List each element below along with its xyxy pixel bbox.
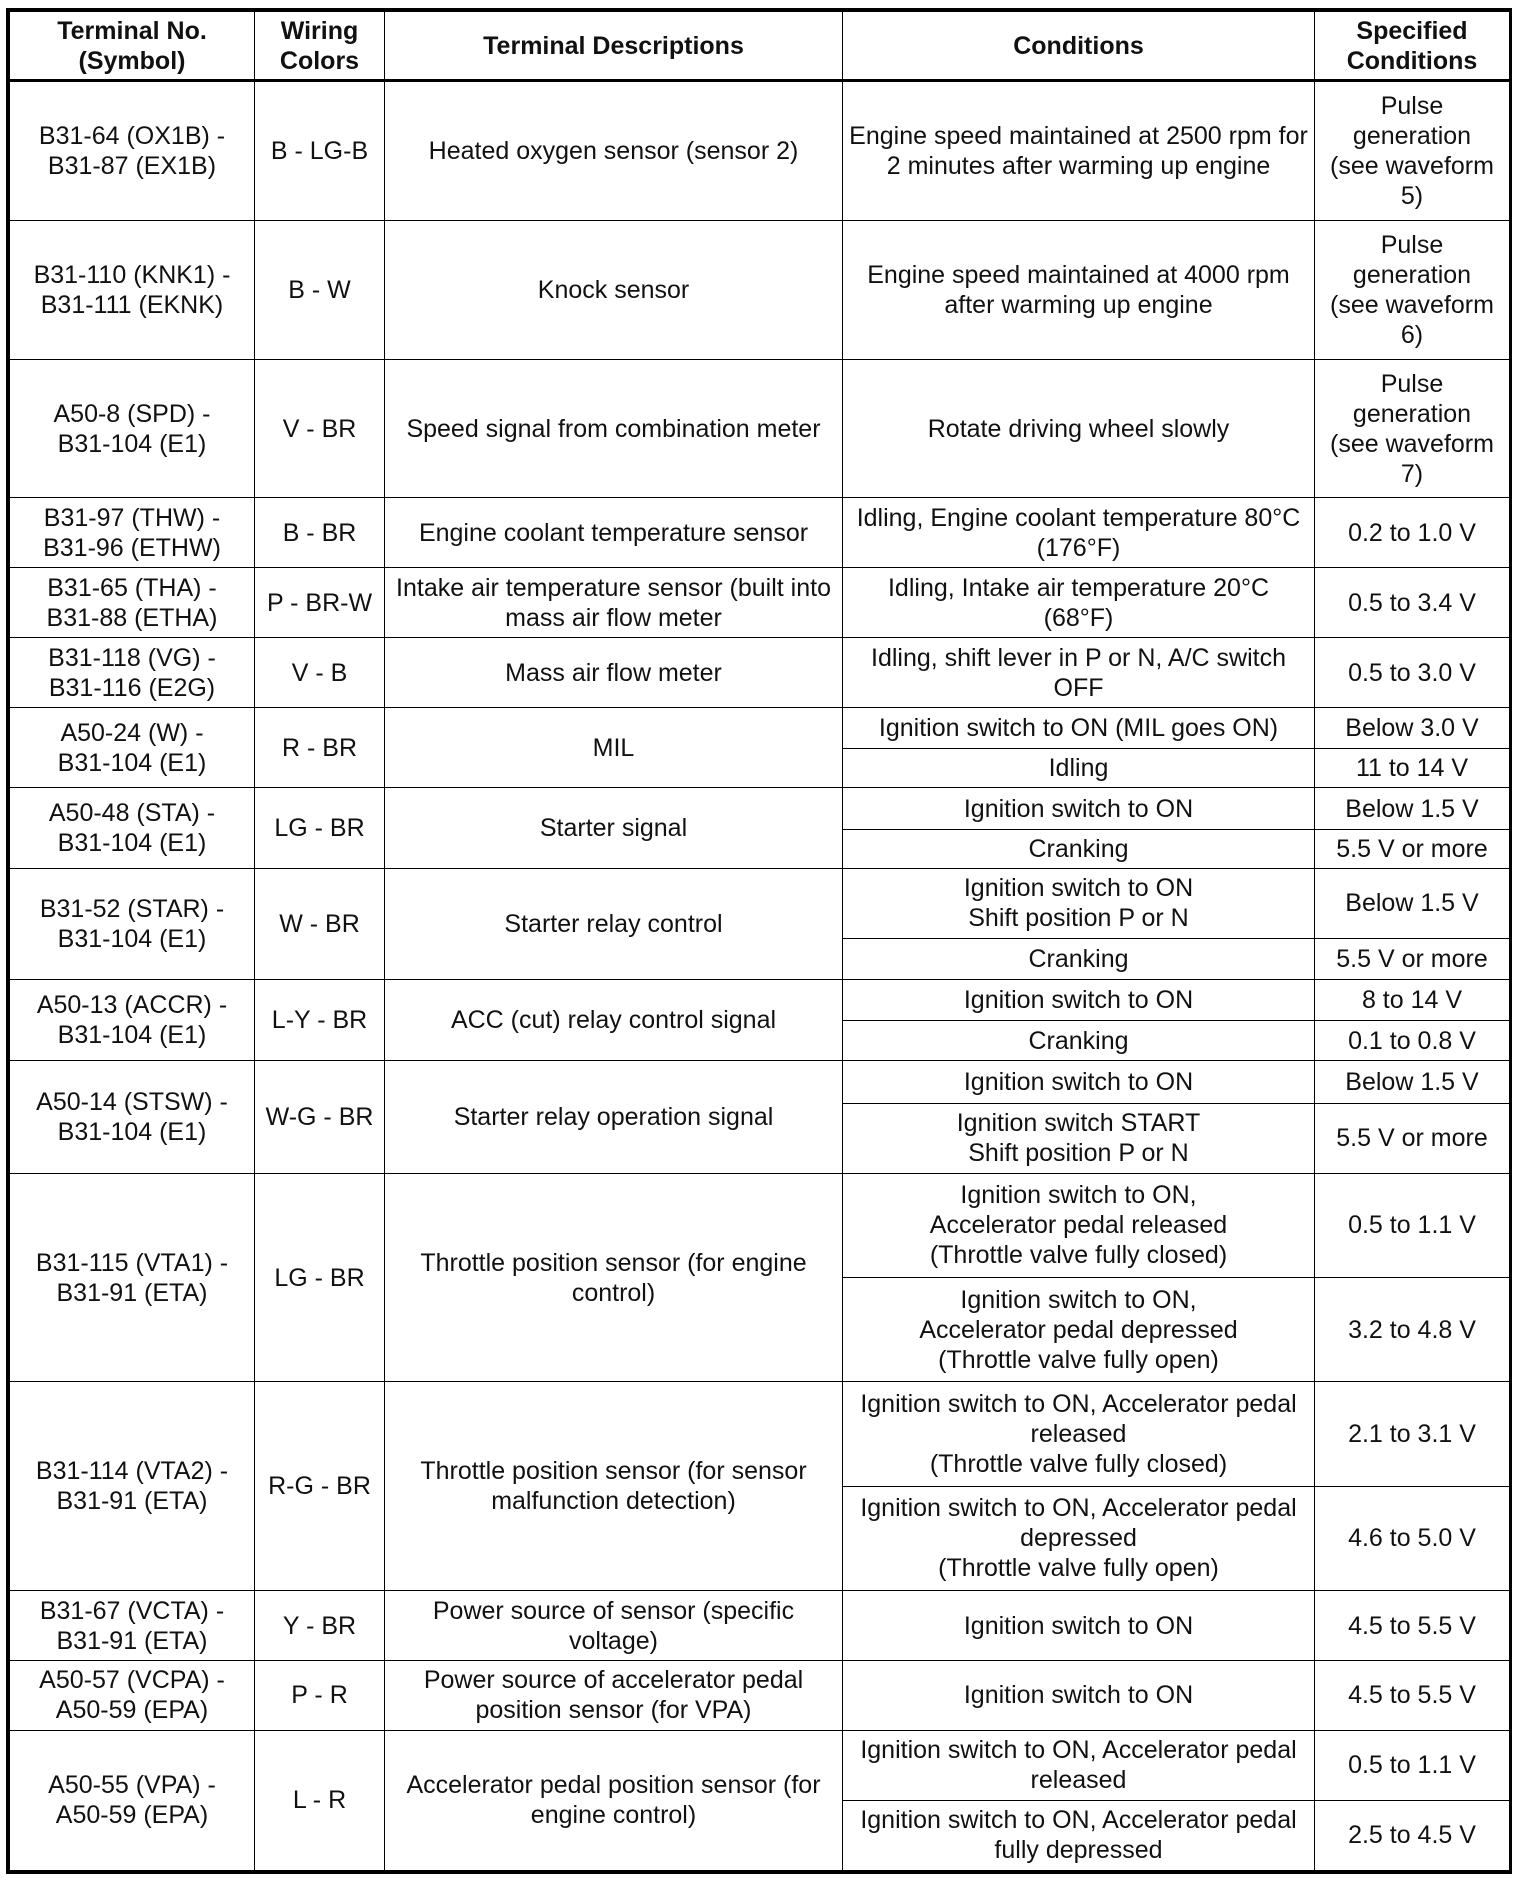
- terminal-cell: B31-115 (VTA1) - B31-91 (ETA): [10, 1173, 255, 1382]
- wiring-color-cell: P - BR-W: [255, 568, 385, 638]
- table-row: [10, 220, 1510, 359]
- terminal-cell: B31-65 (THA) - B31-88 (ETHA): [10, 568, 255, 638]
- terminal-cell: B31-64 (OX1B) - B31-87 (EX1B): [10, 81, 255, 221]
- condition-cell: Ignition switch to ON: [843, 979, 1315, 1020]
- table-row: [10, 1591, 1510, 1661]
- condition-cell: Idling, Intake air temperature 20°C (68°F): [843, 568, 1315, 638]
- terminal-cell: A50-48 (STA) - B31-104 (E1): [10, 788, 255, 868]
- table-row: [10, 81, 1510, 221]
- wiring-color-cell: Y - BR: [255, 1591, 385, 1661]
- specified-condition-cell: Below 1.5 V: [1315, 868, 1510, 938]
- condition-cell: Ignition switch to ON (MIL goes ON): [843, 708, 1315, 749]
- wiring-color-cell: B - BR: [255, 498, 385, 568]
- description-cell: Speed signal from combination meter: [385, 359, 843, 498]
- table-row: [10, 708, 1510, 749]
- condition-cell: Ignition switch START Shift position P or N: [843, 1103, 1315, 1173]
- specified-condition-cell: Below 1.5 V: [1315, 1061, 1510, 1103]
- specified-condition-cell: 5.5 V or more: [1315, 829, 1510, 868]
- condition-cell: Cranking: [843, 938, 1315, 979]
- specified-condition-cell: 0.5 to 1.1 V: [1315, 1730, 1510, 1800]
- table-row: [10, 788, 1510, 829]
- terminal-cell: A50-13 (ACCR) - B31-104 (E1): [10, 979, 255, 1060]
- table-row: [10, 868, 1510, 938]
- wiring-color-cell: L-Y - BR: [255, 979, 385, 1060]
- table-row: [10, 1061, 1510, 1103]
- wiring-color-cell: W-G - BR: [255, 1061, 385, 1173]
- terminal-cell: B31-52 (STAR) - B31-104 (E1): [10, 868, 255, 979]
- description-cell: Intake air temperature sensor (built into mass air flow meter: [385, 568, 843, 638]
- specified-condition-cell: 0.2 to 1.0 V: [1315, 498, 1510, 568]
- description-cell: Starter relay operation signal: [385, 1061, 843, 1173]
- header-conditions: Conditions: [843, 12, 1315, 81]
- condition-cell: Idling, shift lever in P or N, A/C switch OFF: [843, 638, 1315, 708]
- header-specified: Specified Conditions: [1315, 12, 1510, 81]
- terminal-cell: A50-55 (VPA) - A50-59 (EPA): [10, 1730, 255, 1870]
- terminal-cell: B31-118 (VG) - B31-116 (E2G): [10, 638, 255, 708]
- header-description: Terminal Descriptions: [385, 12, 843, 81]
- specified-condition-cell: 3.2 to 4.8 V: [1315, 1278, 1510, 1382]
- condition-cell: Engine speed maintained at 2500 rpm for 2 minutes after warming up engine: [843, 81, 1315, 221]
- condition-cell: Cranking: [843, 829, 1315, 868]
- condition-cell: Engine speed maintained at 4000 rpm after warming up engine: [843, 220, 1315, 359]
- condition-cell: Ignition switch to ON, Accelerator pedal depressed (Throttle valve fully open): [843, 1278, 1315, 1382]
- specified-condition-cell: 0.1 to 0.8 V: [1315, 1021, 1510, 1061]
- wiring-color-cell: V - B: [255, 638, 385, 708]
- condition-cell: Idling: [843, 749, 1315, 788]
- specified-condition-cell: 5.5 V or more: [1315, 1103, 1510, 1173]
- specified-condition-cell: 0.5 to 3.4 V: [1315, 568, 1510, 638]
- description-cell: Knock sensor: [385, 220, 843, 359]
- specified-condition-cell: Pulse generation (see waveform 6): [1315, 220, 1510, 359]
- specified-condition-cell: Pulse generation (see waveform 5): [1315, 81, 1510, 221]
- condition-cell: Rotate driving wheel slowly: [843, 359, 1315, 498]
- specified-condition-cell: 0.5 to 3.0 V: [1315, 638, 1510, 708]
- description-cell: Starter relay control: [385, 868, 843, 979]
- table-row: [10, 498, 1510, 568]
- header-terminal: Terminal No. (Symbol): [10, 12, 255, 81]
- description-cell: Heated oxygen sensor (sensor 2): [385, 81, 843, 221]
- specified-condition-cell: 4.5 to 5.5 V: [1315, 1591, 1510, 1661]
- wiring-color-cell: LG - BR: [255, 788, 385, 868]
- specified-condition-cell: Below 1.5 V: [1315, 788, 1510, 829]
- description-cell: Power source of sensor (specific voltage): [385, 1591, 843, 1661]
- table-row: [10, 1382, 1510, 1486]
- description-cell: MIL: [385, 708, 843, 788]
- terminal-cell: A50-8 (SPD) - B31-104 (E1): [10, 359, 255, 498]
- wiring-color-cell: R-G - BR: [255, 1382, 385, 1591]
- condition-cell: Ignition switch to ON: [843, 1061, 1315, 1103]
- wiring-color-cell: L - R: [255, 1730, 385, 1870]
- table-body: [10, 81, 1510, 1871]
- table-row: [10, 359, 1510, 498]
- table-row: [10, 568, 1510, 638]
- specified-condition-cell: 5.5 V or more: [1315, 938, 1510, 979]
- description-cell: Mass air flow meter: [385, 638, 843, 708]
- description-cell: Throttle position sensor (for engine control): [385, 1173, 843, 1382]
- specified-condition-cell: 8 to 14 V: [1315, 979, 1510, 1020]
- terminal-cell: A50-14 (STSW) - B31-104 (E1): [10, 1061, 255, 1173]
- specified-condition-cell: 2.1 to 3.1 V: [1315, 1382, 1510, 1486]
- condition-cell: Ignition switch to ON Shift position P or N: [843, 868, 1315, 938]
- condition-cell: Ignition switch to ON, Accelerator pedal released (Throttle valve fully closed): [843, 1382, 1315, 1486]
- terminal-cell: B31-110 (KNK1) - B31-111 (EKNK): [10, 220, 255, 359]
- condition-cell: Cranking: [843, 1021, 1315, 1061]
- terminal-cell: B31-67 (VCTA) - B31-91 (ETA): [10, 1591, 255, 1661]
- condition-cell: Ignition switch to ON: [843, 1591, 1315, 1661]
- header-wiring: Wiring Colors: [255, 12, 385, 81]
- terminal-spec-table-frame: [6, 8, 1512, 1874]
- terminal-cell: A50-57 (VCPA) - A50-59 (EPA): [10, 1660, 255, 1730]
- specified-condition-cell: 4.5 to 5.5 V: [1315, 1660, 1510, 1730]
- header-row: [10, 12, 1510, 81]
- specified-condition-cell: 11 to 14 V: [1315, 749, 1510, 788]
- table-row: [10, 1730, 1510, 1800]
- specified-condition-cell: 0.5 to 1.1 V: [1315, 1173, 1510, 1277]
- description-cell: Accelerator pedal position sensor (for engine control): [385, 1730, 843, 1870]
- wiring-color-cell: B - LG-B: [255, 81, 385, 221]
- wiring-color-cell: W - BR: [255, 868, 385, 979]
- condition-cell: Ignition switch to ON: [843, 788, 1315, 829]
- specified-condition-cell: 4.6 to 5.0 V: [1315, 1486, 1510, 1590]
- terminal-cell: A50-24 (W) - B31-104 (E1): [10, 708, 255, 788]
- wiring-color-cell: P - R: [255, 1660, 385, 1730]
- description-cell: Throttle position sensor (for sensor malfunction detection): [385, 1382, 843, 1591]
- wiring-color-cell: LG - BR: [255, 1173, 385, 1382]
- terminal-cell: B31-114 (VTA2) - B31-91 (ETA): [10, 1382, 255, 1591]
- wiring-color-cell: R - BR: [255, 708, 385, 788]
- terminal-cell: B31-97 (THW) - B31-96 (ETHW): [10, 498, 255, 568]
- table-row: [10, 638, 1510, 708]
- description-cell: Engine coolant temperature sensor: [385, 498, 843, 568]
- condition-cell: Ignition switch to ON, Accelerator pedal depressed (Throttle valve fully open): [843, 1486, 1315, 1590]
- specified-condition-cell: Pulse generation (see waveform 7): [1315, 359, 1510, 498]
- table-row: [10, 979, 1510, 1020]
- specified-condition-cell: Below 3.0 V: [1315, 708, 1510, 749]
- table-row: [10, 1173, 1510, 1277]
- wiring-color-cell: V - BR: [255, 359, 385, 498]
- condition-cell: Ignition switch to ON: [843, 1660, 1315, 1730]
- condition-cell: Idling, Engine coolant temperature 80°C (176°F): [843, 498, 1315, 568]
- table-row: [10, 1660, 1510, 1730]
- condition-cell: Ignition switch to ON, Accelerator pedal released: [843, 1730, 1315, 1800]
- specified-condition-cell: 2.5 to 4.5 V: [1315, 1800, 1510, 1870]
- condition-cell: Ignition switch to ON, Accelerator pedal fully depressed: [843, 1800, 1315, 1870]
- description-cell: Power source of accelerator pedal position sensor (for VPA): [385, 1660, 843, 1730]
- wiring-color-cell: B - W: [255, 220, 385, 359]
- description-cell: Starter signal: [385, 788, 843, 868]
- condition-cell: Ignition switch to ON, Accelerator pedal released (Throttle valve fully closed): [843, 1173, 1315, 1277]
- description-cell: ACC (cut) relay control signal: [385, 979, 843, 1060]
- terminal-spec-table: [9, 11, 1510, 1871]
